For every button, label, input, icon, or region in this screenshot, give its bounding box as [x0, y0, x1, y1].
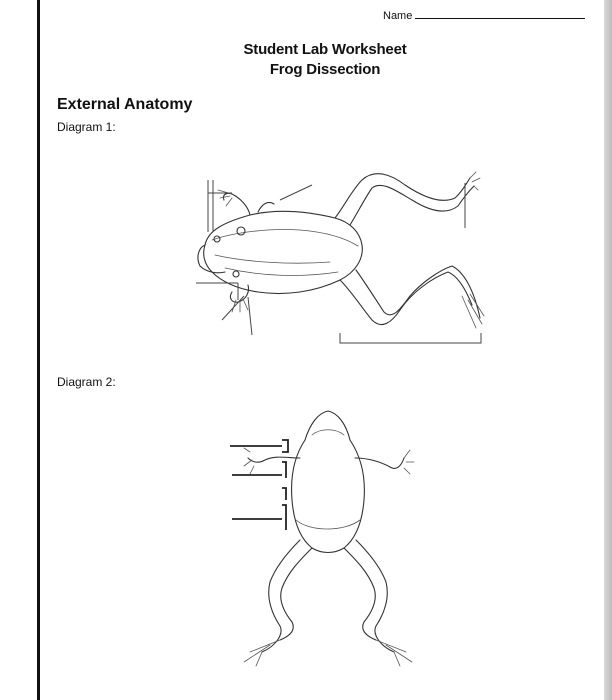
- worksheet-subtitle: Frog Dissection: [269, 61, 381, 78]
- worksheet-title: Student Lab Worksheet: [243, 41, 407, 58]
- diagram-2-label: Diagram 2:: [57, 375, 116, 389]
- name-label: Name: [383, 10, 413, 22]
- section-heading-external-anatomy: External Anatomy: [57, 96, 193, 113]
- diagram-1-label: Diagram 1:: [57, 120, 116, 134]
